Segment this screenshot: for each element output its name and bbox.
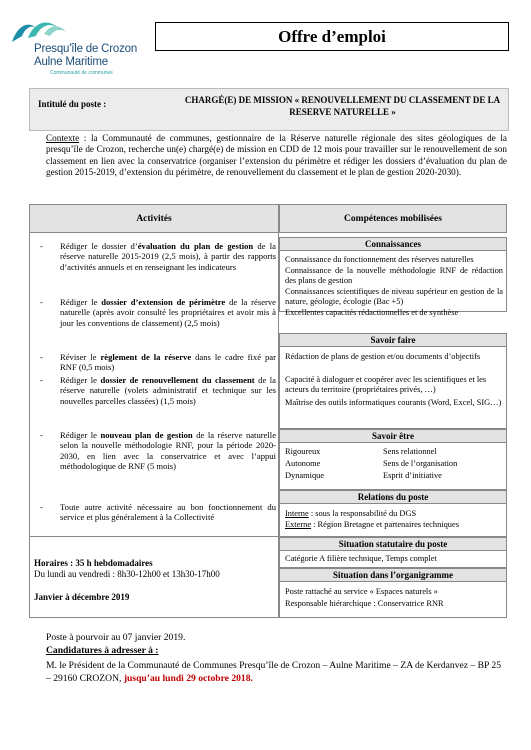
statut-text: Catégorie A filière technique, Temps complet [285,554,437,563]
job-title-label: Intitulé du poste : [38,99,107,109]
bullet-dash: - [40,502,43,512]
relations-header: Relations du poste [279,490,507,504]
savoir-etre-body [279,443,507,490]
horaires-cell [29,537,279,618]
context-paragraph [46,133,507,178]
bullet-dash: - [40,375,43,385]
bullet-dash: - [40,352,43,362]
activity-bold: dossier de renouvellement du classement [100,375,255,385]
activity-post: de la réserve naturelle (après avoir consulté les propriétaires et avoir mis à jour les conventions de classement) (2,5 mois) [60,297,276,328]
savoir-faire-body [279,347,507,429]
activity-post: dans le cadre fixé par RNF (0,5 mois) [60,352,276,373]
activity-text [60,375,276,406]
organigramme-header: Situation dans l’organigramme [279,568,507,582]
savoir-etre-item: Autonome [285,459,321,468]
savoir-etre-header: Savoir être [279,429,507,443]
activity-pre: Rédiger le [60,375,101,385]
savoir-etre-item: Dynamique [285,471,325,480]
bullet-dash: - [40,241,43,251]
job-title-value: CHARGÉ(E) DE MISSION « RENOUVELLEMENT DU CLASSEMENT DE LA RESERVE NATURELLE » [184,95,501,117]
organigramme-body [279,582,507,618]
address-paragraph [46,659,507,685]
savoir-etre-item: Esprit d’initiative [383,471,442,480]
poste-date: Poste à pourvoir au 07 janvier 2019. [46,632,186,643]
connaissance-item: Connaissances scientifiques de niveau supérieur en gestion de la nature, géologie, écologie (Bac +5) [285,287,503,307]
statut-body [279,551,507,568]
skills-header: Compétences mobilisées [279,204,507,233]
activities-header: Activités [29,204,279,233]
activity-bold: dossier d’extension de périmètre [101,297,226,307]
activity-pre: Rédiger le [60,297,102,307]
activity-pre: Rédiger le [60,430,101,440]
activity-pre: Toute autre activité nécessaire au bon fonctionnement du service et plus généralement à la Collectivité [60,502,276,523]
bullet-dash: - [40,430,43,440]
savoir-faire-item: Maîtrise des outils informatiques courants (Word, Excel, SIG…) [285,398,502,407]
connaissances-header: Connaissances [279,237,507,251]
bullet-dash: - [40,297,43,307]
activity-post: de la réserve naturelle selon la nouvelle méthodologie RNF, pour la période 2020-2030, en lien avec la conservatrice et avec l’appui méthodologique de RNF (5 mois) [60,430,277,472]
job-title-row [29,88,509,131]
savoir-etre-item: Sens de l’organisation [383,459,458,468]
context-label: Contexte [46,133,80,143]
candidatures-label: Candidatures à adresser à : [46,645,159,656]
savoir-faire-item: Capacité à dialoguer et coopérer avec les scientifiques et les acteurs du territoire (propriétaires privés, …) [285,375,487,395]
interne-label: Interne [285,509,309,518]
activity-bold: nouveau plan de gestion [100,430,193,440]
logo-text-line2: Aulne Maritime [34,56,108,68]
activity-text [60,502,276,523]
externe-text: : Région Bretagne et partenaires techniques [311,520,459,529]
savoir-etre-item: Rigoureux [285,447,321,456]
connaissances-body [279,251,507,317]
activity-text [60,352,276,373]
logo-text-line1: Presqu'île de Crozon [34,43,138,55]
activity-text [60,241,276,272]
connaissance-item: Excellentes capacités rédactionnelles et de synthèse [285,308,459,317]
relations-body [279,504,507,537]
connaissance-item: Connaissance de la nouvelle méthodologie RNF de rédaction des plans de gestion [285,266,503,286]
statut-header: Situation statutaire du poste [279,537,507,551]
relations-externe [285,520,503,530]
logo [8,18,148,80]
externe-label: Externe [285,520,312,529]
interne-text: : sous la responsabilité du DGS [308,509,417,518]
logo-text-line3: Communauté de communes [50,70,113,76]
relations-interne [285,509,503,519]
savoir-faire-header: Savoir faire [279,333,507,347]
activity-pre: Rédiger le dossier d’ [60,241,138,251]
deadline-text: jusqu’au lundi 29 octobre 2018. [123,673,253,684]
activity-text [60,297,276,328]
horaires-text: Du lundi au vendredi : 8h30-12h00 et 13h30-17h00 [34,569,220,579]
activity-pre: Réviser le [60,352,101,362]
periode-text: Janvier à décembre 2019 [34,592,130,602]
savoir-etre-item: Sens relationnel [383,447,437,456]
connaissance-item: Connaissance du fonctionnement des réserves naturelles [285,255,474,264]
activity-bold: évaluation du plan de gestion [137,241,254,251]
page-title: Offre d’emploi [155,22,509,51]
context-text: : la Communauté de communes, gestionnaire de la Réserve naturelle régionale des sites géologiques de la presqu’île de Crozon, recherche un(e) chargé(e) de mission en CDD de 12 mois pour travailler sur le renouvellement de son classement en lien avec la conservatrice (organiser l’extension du périmètre et rédiger les dossiers d’évaluation du plan de gestion 2015-2019, d’extension du périmètre, de renouvellement du classement et le plan de gestion 2020-2030). [46,133,507,177]
activity-text [60,430,276,472]
horaires-label: Horaires : 35 h hebdomadaires [34,558,153,568]
organigramme-line2: Responsable hiérarchique : Conservatrice RNR [285,599,444,608]
savoir-faire-item: Rédaction de plans de gestion et/ou documents d’objectifs [285,352,481,361]
organigramme-line1: Poste rattaché au service « Espaces naturels » [285,587,438,596]
address-text: M. le Président de la Communauté de Communes Presqu’île de Crozon – Aulne Maritime – ZA de Kerdanvez – BP 25 – 29160 CROZON, [46,660,501,684]
activity-bold: règlement de la réserve [100,352,192,362]
activity-post: de la réserve naturelle (volets administratif et technique sur les nouvelles parcelles classées) (1,5 mois) [60,375,276,406]
activities-column [29,233,279,537]
activity-post: de la réserve naturelle 2015-2019 (2,5 mois), à partir des rapports d’activités annuels et en renseignant les indicateurs [60,241,276,272]
